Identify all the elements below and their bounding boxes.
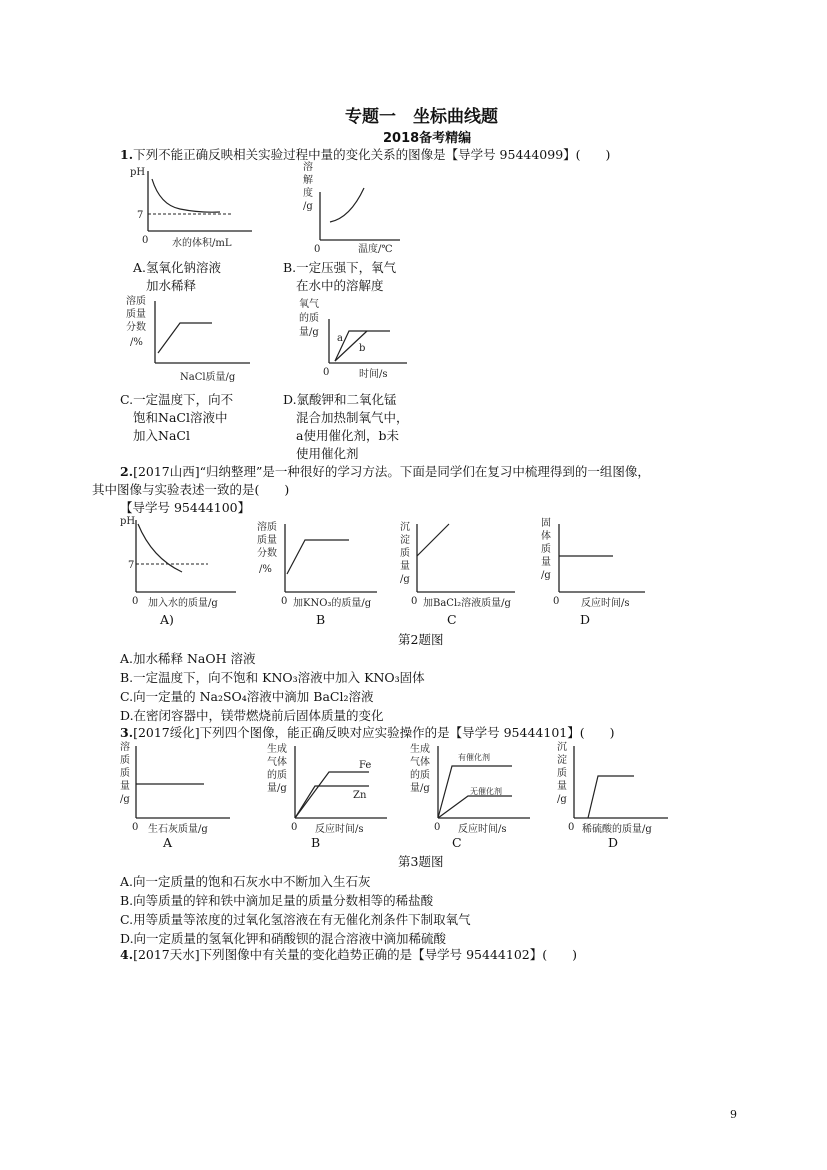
q3-letter-c: C: [452, 835, 462, 850]
origin-label: 0: [142, 235, 149, 246]
q2-letter-b: B: [316, 612, 326, 627]
y-axis-label-3: 质: [541, 544, 551, 555]
y-axis-label-3: 分数: [257, 548, 277, 559]
y-axis-label-1: 生成: [267, 744, 287, 755]
q1-graph-a: [120, 165, 260, 255]
y-axis-label-1: 沉: [400, 522, 410, 533]
q3-letter-a: A: [163, 835, 173, 850]
q1-graph-d: [295, 295, 425, 390]
q3-option-c: C.用等质量等浓度的过氧化氢溶液在有无催化剂条件下制取氧气: [120, 912, 471, 927]
x-axis-label: 稀硫酸的质量/g: [582, 824, 652, 835]
q1-caption-d-line3: a使用催化剂，b未: [296, 428, 399, 443]
label-a: a: [337, 333, 343, 344]
label-b: b: [359, 343, 366, 354]
solubility-curve: [330, 188, 364, 222]
q2-graph-a: [118, 514, 248, 614]
q2-graph-b: [255, 514, 385, 614]
q1-caption-a-line2: 加水稀释: [146, 278, 197, 293]
precipitate-line: [588, 776, 634, 818]
q3-letter-d: D: [608, 835, 619, 850]
q2-graph-d: [537, 514, 657, 614]
question-4: [120, 946, 577, 964]
q1-caption-d-line4: 使用催化剂: [296, 446, 359, 461]
y-axis-label-4: /g: [303, 201, 313, 212]
origin-label: 0: [281, 596, 288, 607]
y-axis-label-2: 的质: [299, 313, 319, 324]
q3-figure-caption: 第3题图: [398, 854, 444, 869]
question-1-text: 下列不能正确反映相关实验过程中量的变化关系的图像是【导学号 95444099】( ): [133, 147, 611, 162]
q3-graph-c: [408, 740, 538, 836]
without-catalyst-label: 无催化剂: [470, 787, 502, 796]
precipitate-line: [417, 524, 449, 556]
ph-curve: [152, 179, 220, 212]
y-axis-label-2: 气体: [410, 757, 430, 768]
y-axis-label-5: /g: [400, 574, 410, 585]
q3-graph-d: [554, 740, 684, 836]
q2-figure-caption: 第2题图: [398, 632, 444, 647]
q1-caption-d-line1: D.氯酸钾和二氧化锰: [283, 392, 397, 407]
y-axis-label-1: 溶: [303, 162, 313, 173]
y-axis-label-3: 质: [400, 548, 410, 559]
y-axis-label-4: 量: [400, 561, 410, 572]
ph-curve: [138, 524, 182, 572]
y-axis-label-3: 质: [120, 768, 130, 779]
y-axis-label-4: 量/g: [267, 783, 287, 794]
y-axis-label-3: 量/g: [299, 327, 319, 338]
x-axis-label: 水的体积/mL: [172, 238, 232, 249]
y-axis-label-4: /%: [130, 337, 143, 348]
q1-caption-a-line1: A.氢氧化钠溶液: [133, 260, 222, 275]
q1-graph-c: [120, 295, 260, 390]
origin-label: 0: [291, 822, 298, 833]
y-axis-label-3: 度: [303, 188, 313, 199]
with-catalyst-label: 有催化剂: [458, 753, 490, 762]
y-axis-label-2: 体: [541, 531, 551, 542]
q1-caption-d-line2: 混合加热制氧气中，: [296, 410, 409, 425]
y-axis-label-5: /g: [541, 570, 551, 581]
q2-option-a: A.加水稀释 NaOH 溶液: [120, 651, 256, 666]
mass-fraction-line: [287, 540, 349, 574]
q2-graph-c: [397, 514, 527, 614]
y-axis-label-1: 沉: [557, 742, 567, 753]
question-3-text: [2017绥化]下列四个图像，能正确反映对应实验操作的是【导学号 95444101】( ): [133, 725, 615, 740]
tick-label: 7: [128, 560, 135, 571]
y-axis-label-4: 量: [120, 781, 130, 792]
y-axis-label-3: 的质: [410, 770, 430, 781]
q1-caption-c-line1: C.一定温度下，向不: [120, 392, 234, 407]
origin-label: 0: [568, 822, 575, 833]
mass-fraction-line: [158, 323, 212, 353]
q3-graph-a: [118, 740, 248, 836]
question-4-text: [2017天水]下列图像中有关量的变化趋势正确的是【导学号 95444102】( ): [133, 947, 577, 962]
question-4-number: 4.: [120, 947, 134, 962]
q3-graph-b: [265, 740, 395, 836]
y-axis-label-1: 氧气: [299, 299, 319, 310]
y-axis-label-2: 淀: [557, 755, 567, 766]
y-axis-label-1: 溶质: [126, 296, 146, 307]
x-axis-label: NaCl质量/g: [180, 372, 236, 383]
y-axis-label-1: 溶: [120, 742, 130, 753]
origin-label: 0: [553, 596, 560, 607]
y-axis-label-4: 量/g: [410, 783, 430, 794]
q1-caption-c-line2: 饱和NaCl溶液中: [133, 410, 228, 425]
q1-caption-c-line3: 加入NaCl: [133, 428, 190, 443]
x-axis-label: 加KNO₃的质量/g: [293, 598, 372, 609]
q2-option-b: B.一定温度下，向不饱和 KNO₃溶液中加入 KNO₃固体: [120, 670, 425, 685]
origin-label: 0: [434, 822, 441, 833]
page-number: 9: [730, 1108, 737, 1121]
x-axis-label: 加入水的质量/g: [148, 598, 218, 609]
q1-caption-b-line2: 在水中的溶解度: [296, 278, 384, 293]
x-axis-label: 温度/℃: [358, 244, 393, 255]
x-axis-label: 时间/s: [359, 369, 388, 380]
y-axis-label-3: 分数: [126, 322, 146, 333]
q1-caption-b-line1: B.一定压强下，氧气: [283, 260, 397, 275]
q3-option-a: A.向一定质量的饱和石灰水中不断加入生石灰: [120, 874, 371, 889]
q2-option-c: C.向一定量的 Na₂SO₄溶液中滴加 BaCl₂溶液: [120, 689, 374, 704]
y-axis-label-3: 质: [557, 768, 567, 779]
q2-option-d: D.在密闭容器中，镁带燃烧前后固体质量的变化: [120, 708, 384, 723]
y-axis-label-2: 质: [120, 755, 130, 766]
q2-letter-c: C: [447, 612, 457, 627]
y-axis-label-4: /%: [259, 564, 272, 575]
x-axis-label: 反应时间/s: [458, 824, 507, 835]
question-1-number: 1.: [120, 147, 134, 162]
q2-letter-a: A): [160, 612, 174, 627]
tick-label: 7: [137, 210, 144, 221]
y-axis-label-1: 固: [541, 518, 551, 529]
q3-option-d: D.向一定质量的氢氧化钾和硝酸钡的混合溶液中滴加稀硫酸: [120, 931, 447, 946]
y-axis-label-3: 的质: [267, 770, 287, 781]
y-axis-label-5: /g: [557, 794, 567, 805]
x-axis-label: 生石灰质量/g: [148, 824, 208, 835]
y-axis-label-2: 气体: [267, 757, 287, 768]
origin-label: 0: [132, 822, 139, 833]
q3-letter-b: B: [311, 835, 321, 850]
y-axis-label-2: 质量: [126, 309, 146, 320]
q3-option-b: B.向等质量的锌和铁中滴加足量的质量分数相等的稀盐酸: [120, 893, 434, 908]
y-axis-label-2: 淀: [400, 535, 410, 546]
y-axis-label-1: 溶质: [257, 522, 277, 533]
question-2-number: 2.: [120, 464, 134, 479]
y-axis-label-4: 量: [541, 557, 551, 568]
page-subtitle: 2018备考精编: [383, 131, 472, 146]
question-2-text-1: [2017山西]“归纳整理”是一种很好的学习方法。下面是同学们在复习中梳理得到的一组图像，: [133, 464, 650, 479]
y-axis-label: pH: [130, 167, 146, 178]
q2-letter-d: D: [580, 612, 591, 627]
y-axis-label-5: /g: [120, 794, 130, 805]
x-axis-label: 反应时间/s: [581, 598, 630, 609]
origin-label: 0: [323, 367, 330, 378]
y-axis-label-2: 质量: [257, 535, 277, 546]
x-axis-label: 反应时间/s: [315, 824, 364, 835]
fe-label: Fe: [359, 760, 372, 771]
question-3-number: 3.: [120, 725, 134, 740]
question-2-line1: [120, 463, 650, 481]
y-axis-label-4: 量: [557, 781, 567, 792]
q1-graph-b: [300, 160, 410, 255]
without-catalyst-curve: [438, 796, 512, 818]
origin-label: 0: [314, 244, 321, 255]
page-title: 专题一 坐标曲线题: [345, 107, 498, 127]
question-2-line2: 其中图像与实验表述一致的是( ): [92, 482, 290, 497]
y-axis-label-1: 生成: [410, 744, 430, 755]
y-axis-label-2: 解: [303, 175, 313, 186]
y-axis-label: pH: [120, 516, 136, 527]
x-axis-label: 加BaCl₂溶液质量/g: [423, 598, 511, 609]
question-2-guide: 【导学号 95444100】: [120, 500, 251, 515]
zn-label: Zn: [353, 790, 367, 801]
origin-label: 0: [411, 596, 418, 607]
origin-label: 0: [132, 596, 139, 607]
